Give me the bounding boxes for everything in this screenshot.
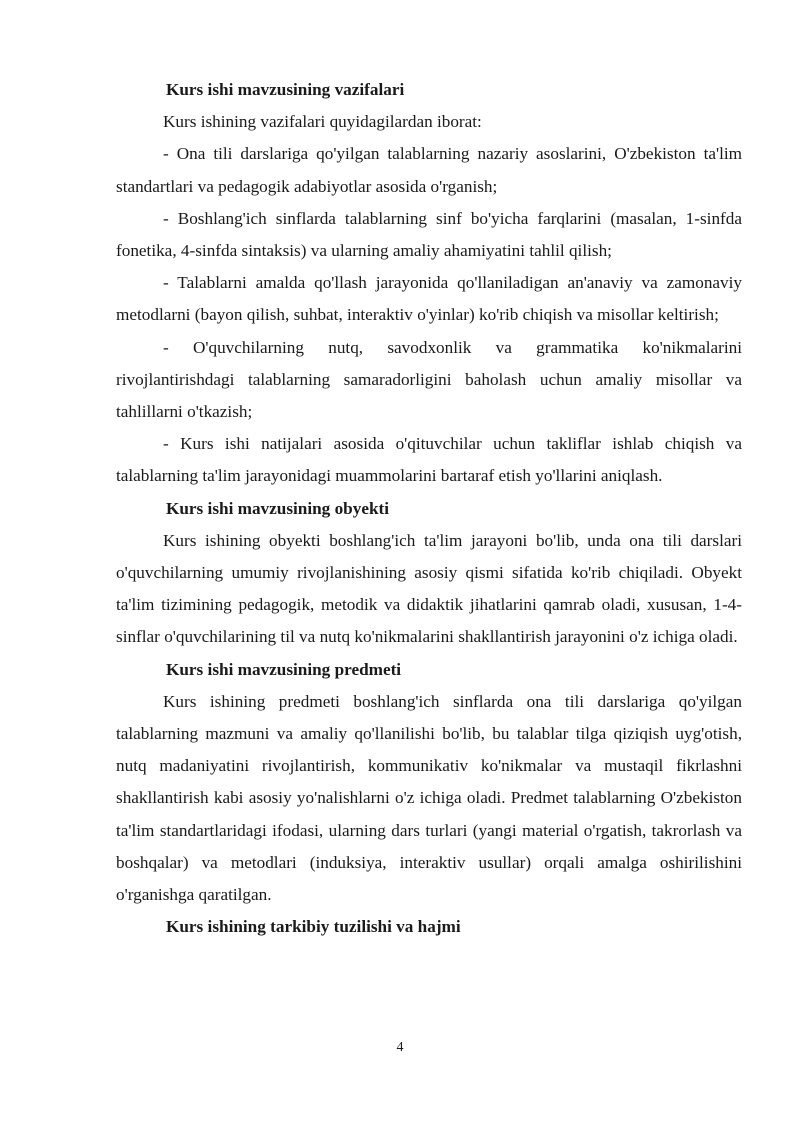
paragraph: Kurs ishining obyekti boshlang'ich ta'lim jarayoni bo'lib, unda ona tili darslari o'quvchilarning umumiy rivojlanishining asosiy qismi sifatida ko'rib chiqiladi. Obyekt ta'lim tizimining pedagogik, metodik va didaktik jihatlarini qamrab oladi, xususan, 1-4-sinflar o'quvchilarining til va nutq ko'nikmalarini shakllantirish jarayonini o'z ichiga oladi.	[116, 530, 742, 647]
section-heading-structure: Kurs ishining tarkibiy tuzilishi va hajmi	[166, 917, 461, 937]
section-heading-tasks: Kurs ishi mavzusining vazifalari	[166, 80, 405, 99]
paragraph: - Ona tili darslariga qo'yilgan talablarning nazariy asoslarini, O'zbekiston ta'lim standartlari va pedagogik adabiyotlar asosida o'rganish;	[116, 144, 742, 196]
paragraph: - Boshlang'ich sinflarda talablarning sinf bo'yicha farqlarini (masalan, 1-sinfda fonetika, 4-sinfda sintaksis) va ularning amaliy ahamiyatini tahlil qilish;	[116, 208, 742, 261]
section-heading-object: Kurs ishi mavzusining obyekti	[166, 498, 390, 518]
paragraph: Kurs ishining vazifalari quyidagilardan iborat:	[163, 112, 482, 132]
paragraph: - Talablarni amalda qo'llash jarayonida qo'llaniladigan an'anaviy va zamonaviy metodlarni (bayon qilish, suhbat, interaktiv o'yinlar) ko'rib chiqish va misollar keltirish;	[116, 273, 742, 325]
section-heading-subject: Kurs ishi mavzusining predmeti	[166, 659, 402, 679]
page-content	[116, 74, 742, 943]
paragraph: Kurs ishining predmeti boshlang'ich sinflarda ona tili darslariga qo'yilgan talablarning mazmuni va amaliy qo'llanilishi bo'lib, bu talablar tilga qiziqish uyg'otish, nutq madaniyatini rivojlantirish, kommunikativ ko'nikmalar va mustaqil fikrlashni shakllantirish kabi asosiy yo'nalishlarni o'z ichiga oladi. Predmet talablarning O'zbekiston ta'lim standartlaridagi ifodasi, ularning dars turlari (yangi material o'rgatish, takrorlash va boshqalar) va metodlari (induksiya, interaktiv usullar) orqali amalga oshirilishini o'rganishga qaratilgan.	[116, 691, 742, 905]
paragraph: - O'quvchilarning nutq, savodxonlik va grammatika ko'nikmalarini rivojlantirishdagi talablarning samaradorligini baholash uchun amaliy misollar va tahlillarni o'tkazish;	[116, 337, 742, 422]
page-number: 4	[396, 1040, 404, 1055]
paragraph: - Kurs ishi natijalari asosida o'qituvchilar uchun takliflar ishlab chiqish va talablarning ta'lim jarayonidagi muammolarini bartaraf etish yo'llarini aniqlash.	[116, 434, 742, 486]
